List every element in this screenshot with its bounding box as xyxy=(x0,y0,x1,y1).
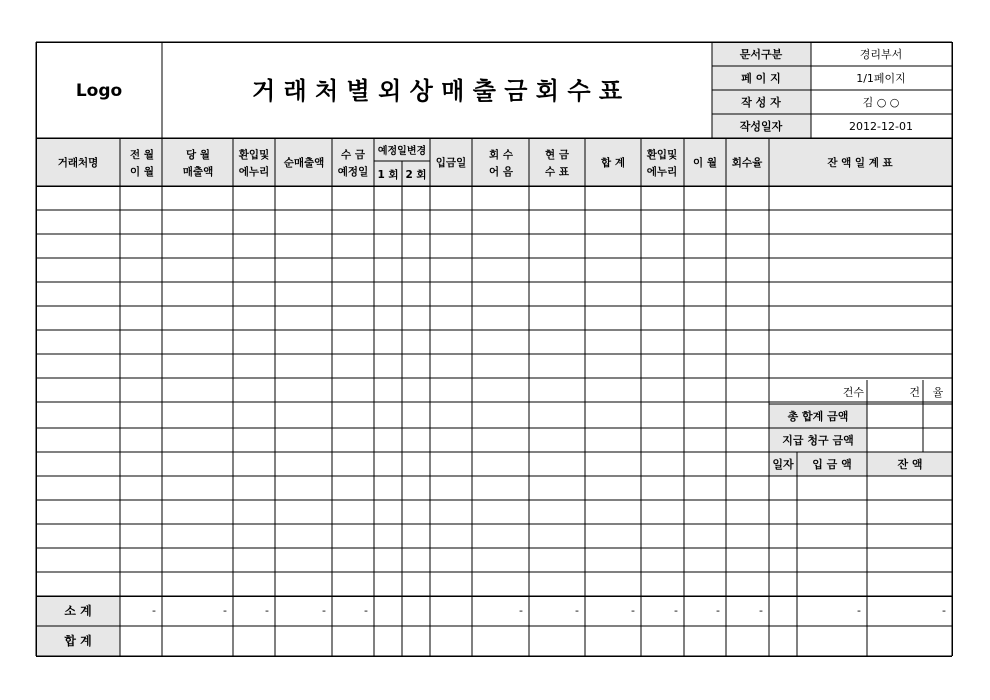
subtotal-dash-7: - xyxy=(631,604,635,617)
total-amount-label: 총 합계 금액 xyxy=(787,410,849,423)
grid-lines xyxy=(36,42,952,656)
col-return2-2: 에누리 xyxy=(646,166,678,178)
logo: Logo xyxy=(75,81,123,101)
col-cash-1: 현 금 xyxy=(545,149,569,161)
subtotal-dash-8: - xyxy=(674,604,678,617)
day-label: 일자 xyxy=(772,458,794,471)
subtotal-dash-5: - xyxy=(519,604,523,617)
col-change-2: 2 회 xyxy=(405,169,427,181)
total-label: 합 계 xyxy=(64,634,92,648)
col-cash-2: 수 표 xyxy=(545,166,569,178)
rate-unit: 율 xyxy=(932,386,944,399)
col-due-1: 수 금 xyxy=(341,149,365,161)
balance-label: 잔 액 xyxy=(897,458,923,471)
subtotal-dash-11: - xyxy=(857,604,861,617)
col-cur-sales-1: 당 월 xyxy=(186,149,210,161)
col-due-2: 예정일 xyxy=(337,166,369,178)
col-sum: 합 계 xyxy=(601,157,625,169)
subtotal-dash-4: - xyxy=(364,604,368,617)
doc-type-label: 문서구분 xyxy=(739,48,783,61)
col-prev-carry-2: 이 월 xyxy=(130,166,154,178)
subtotal-label: 소 계 xyxy=(64,604,92,618)
subtotal-dash-1: - xyxy=(223,604,227,617)
page-label: 페 이 지 xyxy=(741,72,781,85)
count-label: 건수 xyxy=(842,386,864,399)
col-bill-2: 어 음 xyxy=(489,166,513,178)
doc-type-value: 경리부서 xyxy=(859,48,903,61)
date-value: 2012-12-01 xyxy=(849,120,913,133)
page-value: 1/1페이지 xyxy=(856,72,906,85)
page-title: 거 래 처 별 외 상 매 출 금 회 수 표 xyxy=(251,77,623,105)
col-change: 예정일변경 xyxy=(377,146,427,157)
col-return-1: 환입및 xyxy=(238,149,270,161)
subtotal-dash-9: - xyxy=(716,604,720,617)
col-cur-sales-2: 매출액 xyxy=(182,166,214,178)
subtotal-dash-0: - xyxy=(152,604,156,617)
side-sub-header-bg xyxy=(769,452,952,476)
col-change-1: 1 회 xyxy=(377,169,399,181)
col-client: 거래처명 xyxy=(57,157,99,169)
column-header-bg xyxy=(36,138,952,186)
col-bill-1: 회 수 xyxy=(489,149,513,161)
col-return-2: 에누리 xyxy=(238,166,270,178)
author-label: 작 성 자 xyxy=(741,96,781,109)
subtotal-dashes xyxy=(152,604,946,617)
col-prev-carry-1: 전 월 xyxy=(130,149,154,161)
col-net-sales: 순매출액 xyxy=(283,157,325,169)
col-carry: 이 월 xyxy=(693,157,717,169)
subtotal-dash-10: - xyxy=(759,604,763,617)
claim-amount-label: 지급 청구 금액 xyxy=(782,434,854,447)
subtotal-dash-12: - xyxy=(942,604,946,617)
subtotal-dash-2: - xyxy=(265,604,269,617)
author-value: 김 ○ ○ xyxy=(862,96,900,109)
count-unit: 건 xyxy=(909,386,920,399)
col-deposit-date: 입금일 xyxy=(435,157,467,169)
col-balance-table: 잔 액 일 계 표 xyxy=(827,157,893,169)
subtotal-dash-6: - xyxy=(575,604,579,617)
date-label: 작성일자 xyxy=(739,120,783,133)
col-return2-1: 환입및 xyxy=(646,149,678,161)
deposit-amount-label: 입 금 액 xyxy=(812,458,852,471)
col-rate: 회수율 xyxy=(731,157,763,169)
subtotal-dash-3: - xyxy=(322,604,326,617)
